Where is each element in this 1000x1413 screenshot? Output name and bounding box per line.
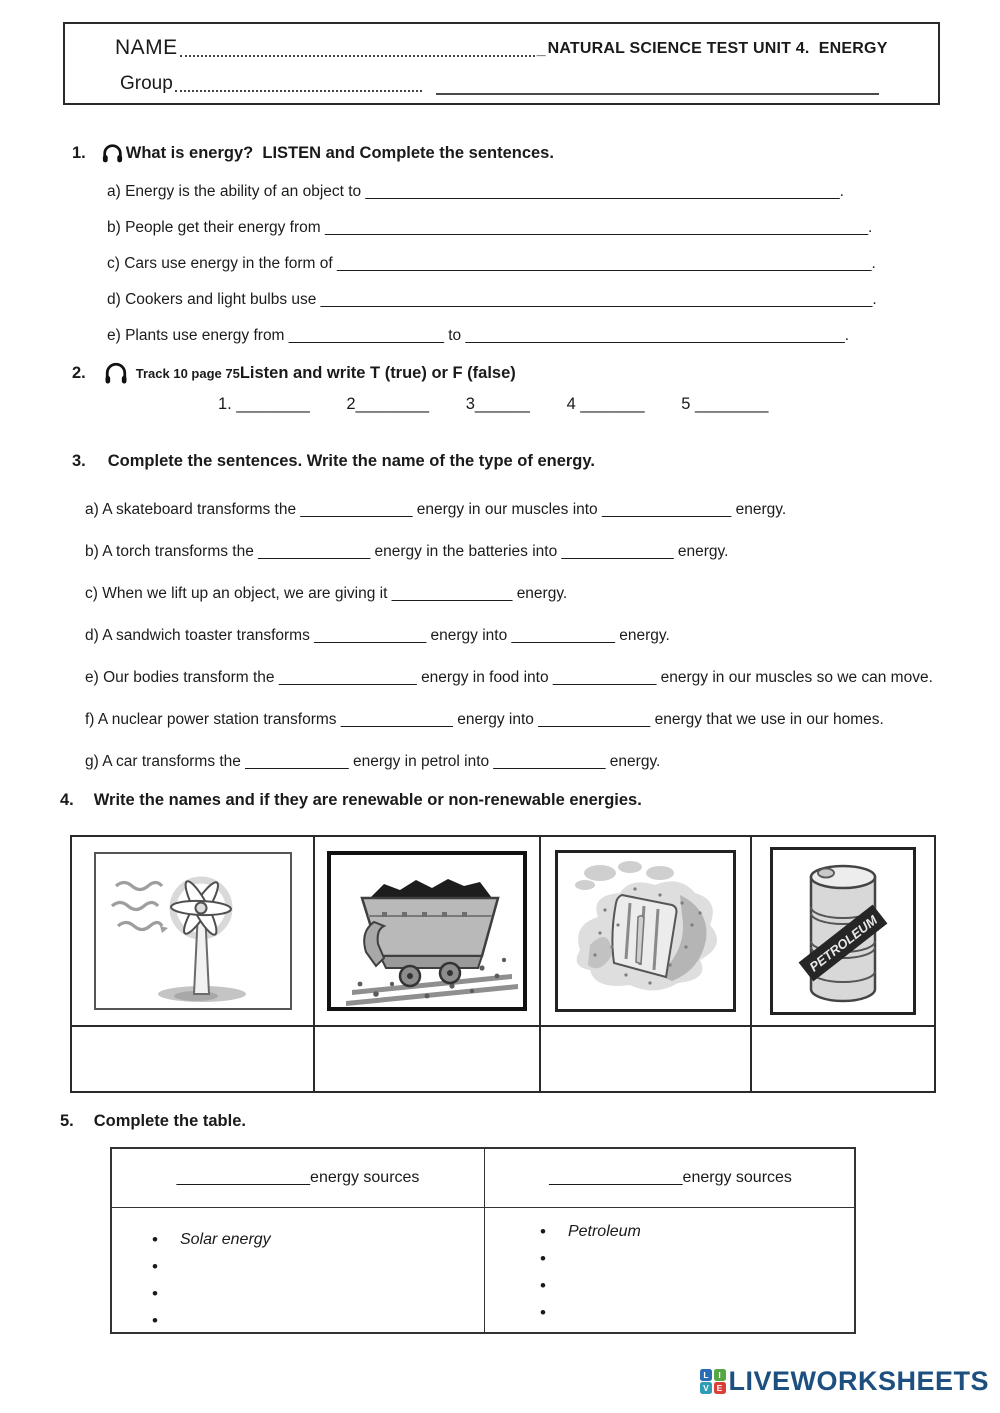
group-row <box>120 72 920 95</box>
question-1-number: 1. <box>72 144 86 162</box>
sentence-3d: d) A sandwich toaster transforms _____________ energy into ____________ energy. <box>85 627 670 644</box>
list-item: • Solar energy <box>152 1230 271 1249</box>
nonrenewable-header-cell: _______________energy sources <box>485 1149 856 1208</box>
list-item <box>485 1245 856 1272</box>
bullet-icon: • <box>540 1303 546 1322</box>
bullet-icon: • <box>540 1276 546 1295</box>
liveworksheets-logo[interactable] <box>700 1366 989 1397</box>
energy-sources-table <box>110 1147 856 1334</box>
list-item: • Petroleum <box>540 1222 641 1241</box>
sentence-3g: g) A car transforms the ____________ energy in petrol into _____________ energy. <box>85 753 661 770</box>
question-2-title: Listen and write T (true) or F (false) <box>239 363 516 382</box>
question-2-heading <box>72 359 516 387</box>
question-5-title: Complete the table. <box>93 1112 246 1130</box>
renewable-header-cell: _______________energy sources <box>112 1149 485 1208</box>
wind-turbine-frame <box>94 852 292 1010</box>
test-title: NATURAL SCIENCE TEST UNIT 4. ENERGY <box>547 40 888 57</box>
question-3-heading <box>72 452 595 471</box>
separator-underscore: _ <box>536 41 546 58</box>
header-box <box>63 22 940 105</box>
coal-cart-frame <box>327 851 527 1011</box>
question-5-heading <box>60 1112 246 1131</box>
sentence-1d: d) Cookers and light bulbs use ________________________________________________________________. <box>107 291 877 308</box>
question-2-number: 2. <box>72 363 86 382</box>
name-row <box>115 36 925 60</box>
question-5-number: 5. <box>60 1112 74 1130</box>
coal-cart-illustration <box>332 856 522 1006</box>
list-item <box>485 1299 856 1326</box>
bullet-icon: • <box>152 1311 158 1330</box>
bullet-icon: • <box>540 1249 546 1268</box>
sentence-1a: a) Energy is the ability of an object to _______________________________________________________. <box>107 183 844 200</box>
question-4-title: Write the names and if they are renewable or non-renewable energies. <box>93 791 642 809</box>
question-3-number: 3. <box>72 452 86 470</box>
liveworksheets-logo-text: LIVEWORKSHEETS <box>728 1366 990 1396</box>
question-1-title: What is energy? LISTEN and Complete the sentences. <box>125 144 554 162</box>
sentence-3b: b) A torch transforms the _____________ energy in the batteries into _____________ energy. <box>85 543 729 560</box>
list-item <box>112 1280 484 1307</box>
group-blank-line <box>175 72 422 92</box>
answer-cell-wind <box>72 1027 315 1091</box>
image-cell-wind <box>72 837 315 1027</box>
name-label: NAME <box>115 36 178 59</box>
headphones-icon <box>100 141 125 166</box>
answer-cell-petroleum <box>752 1027 934 1091</box>
question-4-number: 4. <box>60 791 74 809</box>
sentence-3e: e) Our bodies transform the ________________ energy in food into ____________ energy in our muscles so we can move. <box>85 669 933 686</box>
bullet-icon: • <box>152 1257 158 1276</box>
question-1-heading <box>72 141 554 166</box>
sentence-3c: c) When we lift up an object, we are giving it ______________ energy. <box>85 585 568 602</box>
sentence-3a: a) A skateboard transforms the _____________ energy in our muscles into _______________ energy. <box>85 501 787 518</box>
wind-turbine-illustration <box>98 856 288 1006</box>
question-3-title: Complete the sentences. Write the name of the type of energy. <box>107 452 595 470</box>
question-3-sentences <box>85 489 933 783</box>
image-cell-coal <box>315 837 541 1027</box>
dam-illustration <box>560 855 732 1007</box>
question-4-heading <box>60 791 642 810</box>
image-cell-petroleum <box>752 837 934 1027</box>
image-cell-dam <box>541 837 752 1027</box>
sentence-1e: e) Plants use energy from __________________ to ____________________________________________. <box>107 327 850 344</box>
answer-cell-coal <box>315 1027 541 1091</box>
renewable-list-cell <box>112 1208 485 1332</box>
sentence-1b: b) People get their energy from _______________________________________________________________. <box>107 219 873 236</box>
bullet-icon: • <box>152 1284 158 1303</box>
question-1-sentences <box>107 174 877 354</box>
bullet-icon: • <box>152 1230 158 1249</box>
track-reference: Track 10 page 75 <box>135 365 240 381</box>
bullet-icon: • <box>540 1222 546 1241</box>
list-item <box>112 1253 484 1280</box>
sentence-3f: f) A nuclear power station transforms _____________ energy into _____________ energy that we use in our homes. <box>85 711 884 728</box>
group-answer-line <box>436 75 879 95</box>
petroleum-barrel-frame <box>770 847 916 1015</box>
liveworksheets-logo-icon: L I V E <box>700 1369 726 1395</box>
group-label: Group <box>120 73 173 94</box>
answer-cell-dam <box>541 1027 752 1091</box>
true-false-answer-blanks: 1. ________ 2________ 3______ 4 _______ 5 ________ <box>218 395 769 413</box>
energy-images-table <box>70 835 936 1093</box>
list-item <box>485 1272 856 1299</box>
petroleum-barrel-illustration <box>774 851 912 1011</box>
petroleum-label: PETROLEUM <box>806 912 881 975</box>
dam-frame <box>555 850 736 1012</box>
list-item <box>112 1307 484 1334</box>
name-blank-line <box>180 37 535 57</box>
sentence-1c: c) Cars use energy in the form of ______________________________________________________________. <box>107 255 876 272</box>
headphones-icon <box>102 359 130 387</box>
nonrenewable-list-cell <box>485 1208 856 1332</box>
